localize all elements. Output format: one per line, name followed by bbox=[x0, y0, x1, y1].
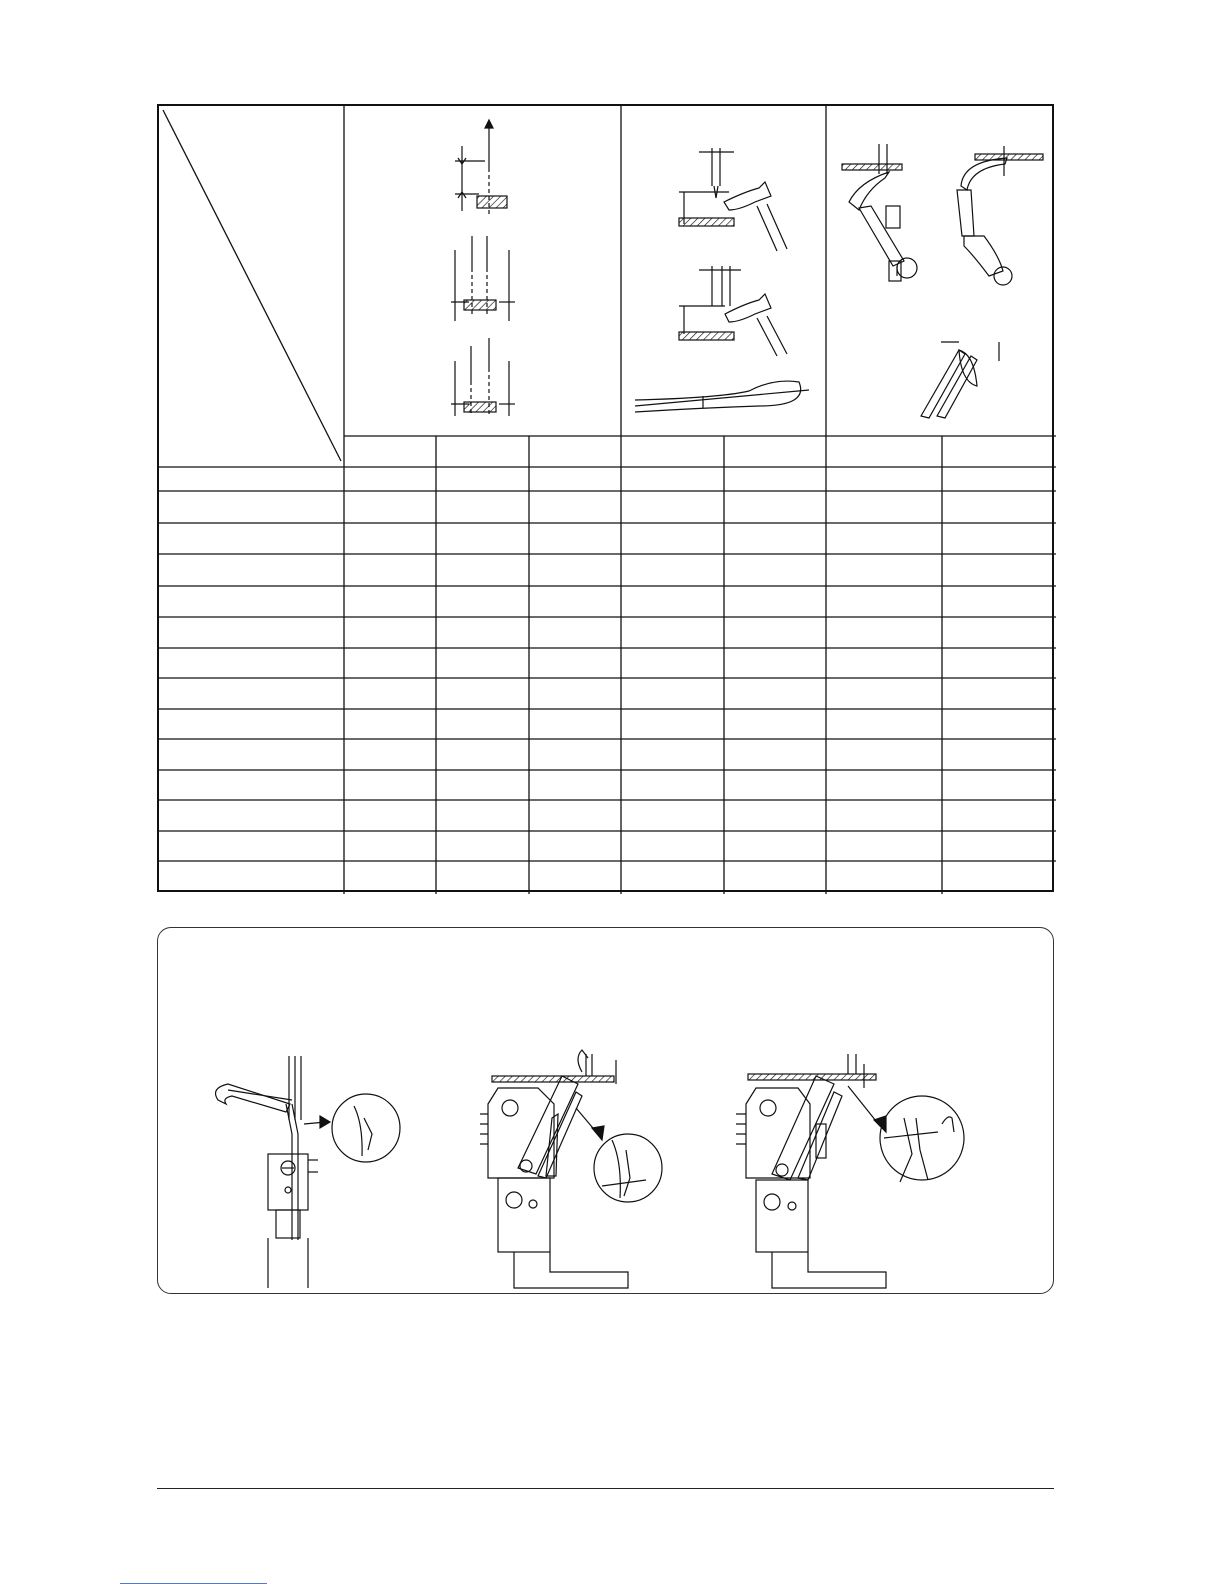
looper-timing-diagram bbox=[635, 148, 809, 412]
looper-retraction-detail-icon bbox=[736, 1054, 964, 1288]
looper-clearance-diagram bbox=[842, 144, 1043, 418]
footer-rule bbox=[157, 1488, 1054, 1489]
header-diagonal-line bbox=[163, 110, 341, 461]
adjustment-spec-table bbox=[157, 104, 1054, 892]
looper-needle-detail-icon bbox=[216, 1056, 400, 1288]
note-panel bbox=[157, 927, 1054, 1294]
needle-guard-detail-icon bbox=[480, 1050, 662, 1288]
needle-height-diagram bbox=[451, 120, 515, 416]
